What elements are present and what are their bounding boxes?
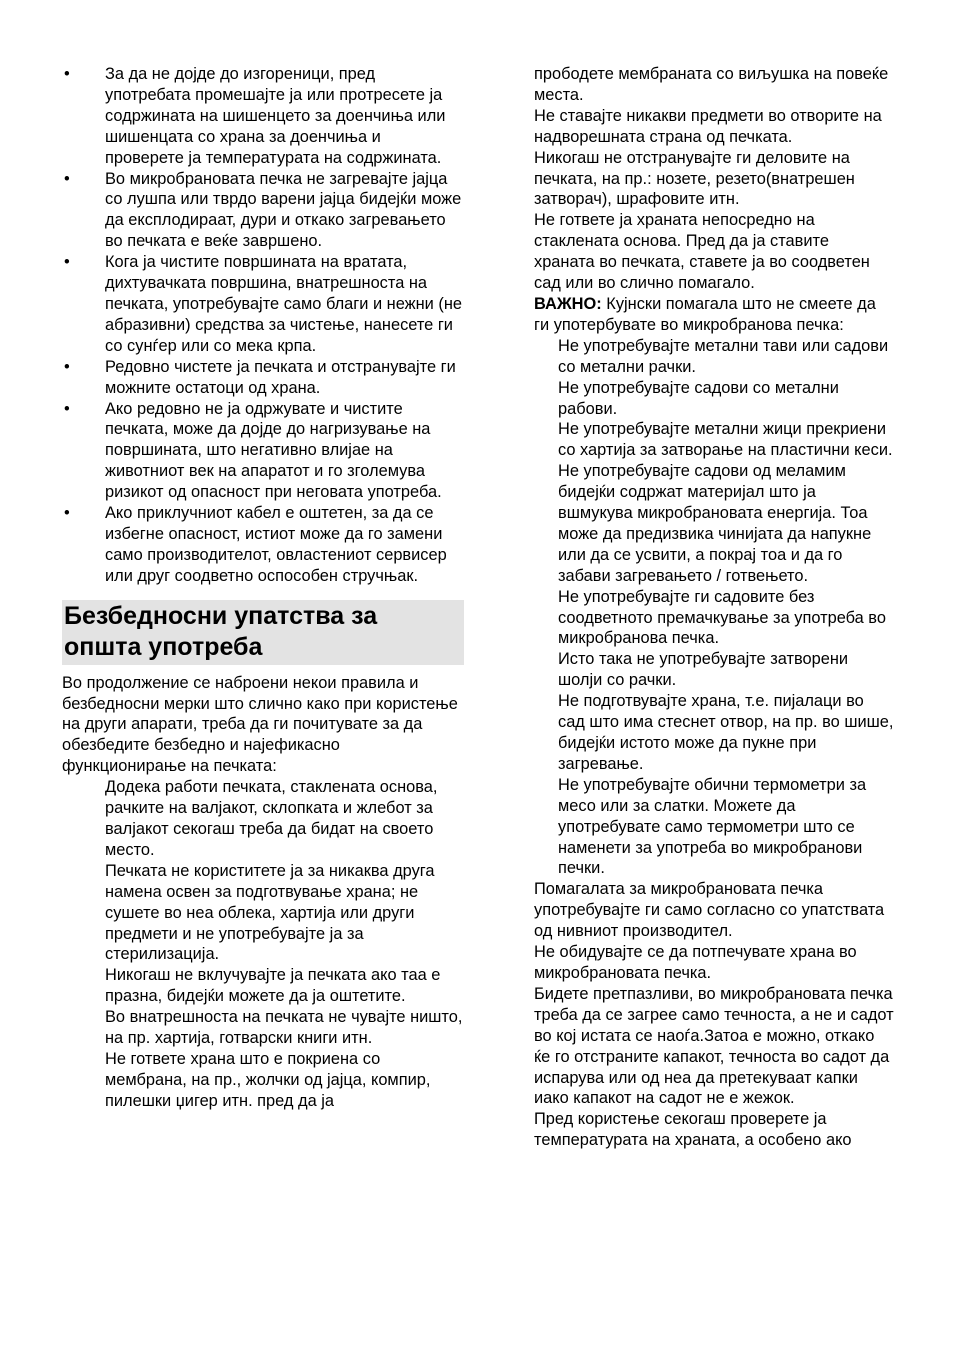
rule-item: Во внатрешноста на печката не чувајте ништо, на пр. хартија, готварски книги итн. — [105, 1008, 463, 1048]
important-label: ВАЖНО: — [534, 294, 602, 313]
paragraph: Никогаш не отстранувајте ги деловите на печката, на пр.: нозете, резето(внатрешен затворач), шрафовите итн. — [534, 148, 855, 209]
paragraph: Не ставајте никакви предмети во отворите на надворешната страна од печката. — [534, 106, 882, 146]
list-item — [62, 399, 464, 504]
list-item-text: Редовно чистете ја печката и отстранувајте ги можните остатоци од храна. — [105, 357, 456, 397]
list-item-text: Ако редовно не ја одржувате и чистите печката, може да дојде до нагризување на површината, што негативно влијае на животниот век на апаратот и го зголемува ризикот од опасност при неговата употреба. — [105, 399, 442, 502]
paragraph: прободете мембраната со виљушка на повеќе места. — [534, 65, 889, 104]
bullet-icon: • — [64, 253, 70, 272]
bullet-icon: • — [64, 399, 70, 418]
utensil-item: Не употребувајте ги садовите без соодветното премачкување за употреба во микробранова печка. — [558, 587, 886, 648]
right-column — [534, 64, 894, 1151]
important-paragraph — [534, 294, 894, 336]
important-text: Кујнски помагала што не смеете да ги употербувате во микробранова печка: — [534, 294, 876, 334]
rule-item: Никогаш не вклучувајте ја печката ако таа е празна, бидејќи можете да ја оштетите. — [105, 966, 441, 1006]
section-heading-line1: Безбедносни упатства за — [64, 601, 378, 630]
list-item-text: Ако приклучниот кабел е оштетен, за да се избегне опасност, истиот може да го замени само производителот, овластениот сервисер или друг соодветно оспособен стручњак. — [105, 504, 447, 585]
bullet-icon: • — [64, 169, 70, 188]
bullet-icon: • — [64, 65, 70, 83]
list-item-text: За да не дојде до изгореници, пред употребата промешајте ја или протресете ја содржината на шишенцето за доенчиња или шишенцата со храна за доенчиња и проверете ја температурата на содржината. — [105, 65, 446, 167]
utensil-item: Не употребувајте метални жици прекриени со хартија за затворање на пластични кеси. — [558, 420, 893, 460]
bullet-icon: • — [64, 357, 70, 376]
utensil-item: Не употребувајте метални тави или садови со метални рачки. — [558, 336, 889, 376]
intro-paragraph: Во продолжение се наброени некои правила и безбедносни мерки што слично како при користење на други апарати, треба да ги почитувате за да обезбедите безбедно и најефикасно функционирање на печката: — [62, 673, 458, 776]
utensil-item: Исто така не употребувајте затворени шолји со рачки. — [558, 650, 849, 690]
bullet-icon: • — [64, 504, 70, 523]
list-item-text: Во микробрановата печка не загревајте јајца со лушпа или тврдо варени јајца бидејќи може да експлодираат, дури и откако загревањето во печката е веќе завршено. — [105, 169, 462, 251]
rule-item: Печката не користитете ја за никаква друга намена освен за подготвување храна; не сушете во неа облека, хартија или други предмети и не употребувајте ја за стерилизација. — [105, 861, 435, 964]
rule-item: Не гответе храна што е покриена со мембрана, на пр., жолчки од јајца, компир, пилешки џигер итн. пред да ја — [105, 1049, 431, 1110]
utensil-item: Не употребувајте обични термометри за месо или за слатки. Можете да употребувате само термометри што се наменети за употреба во микробранови печки. — [558, 775, 867, 878]
paragraph: Бидете претпазливи, во микробрановата печка треба да се загрее само течноста, а не и садот во кој истата се наоѓа.Затоа е можно, откако ќе го отстраните капакот, течноста во садот да испарува или од неа да претекуваат капки иако капакот на садот не е жежок. — [534, 984, 894, 1108]
list-item — [62, 503, 464, 587]
paragraph: Помагалата за микробрановата печка употребувајте ги само согласно со упатствата од нивниот производител. — [534, 880, 885, 941]
section-heading — [62, 600, 464, 665]
utensil-item: Не подготвувајте храна, т.е. пијалаци во сад што има стеснет отвор, на пр. во шише, бидејќи истото може да пукне при загревање. — [558, 692, 894, 773]
list-item — [62, 64, 464, 169]
utensil-item: Не употребувајте садови од меламим бидејќи содржат материјал што ја вшмукува микробрановата енергија. Тоа може да предизвика чинијата да напукне или да се усвити, а покрај тоа и да го забави загревањето / готвењето. — [558, 462, 872, 585]
list-item — [62, 357, 464, 399]
paragraph: Пред користење секогаш проверете ја температурата на храната, а особено ако — [534, 1110, 852, 1150]
utensil-item: Не употребувајте садови со метални рабови. — [558, 378, 839, 418]
rule-item: Додека работи печката, стаклената основа, рачките на валјакот, склопката и жлебот за валјакот секогаш треба да бидат на своето место. — [105, 778, 438, 859]
paragraph: Не обидувајте се да потпечувате храна во микробрановата печка. — [534, 943, 857, 982]
section-heading-line2: општа употреба — [64, 632, 263, 661]
list-item — [62, 252, 464, 357]
list-item-text: Кога ја чистите површината на вратата, дихтувачката површина, внатрешноста на печката, употребувајте само благи и нежни (не абразивни) средства за чистење, нанесете ги со сунѓер или со мека крпа. — [105, 253, 463, 355]
list-item — [62, 169, 464, 253]
safety-bullet-list — [62, 64, 464, 587]
left-column — [62, 64, 464, 1112]
paragraph: Не гответе ја храната непосредно на стаклената основа. Пред да ја ставите храната во печката, ставете ја во соодветен сад или во слично помагало. — [534, 211, 870, 293]
